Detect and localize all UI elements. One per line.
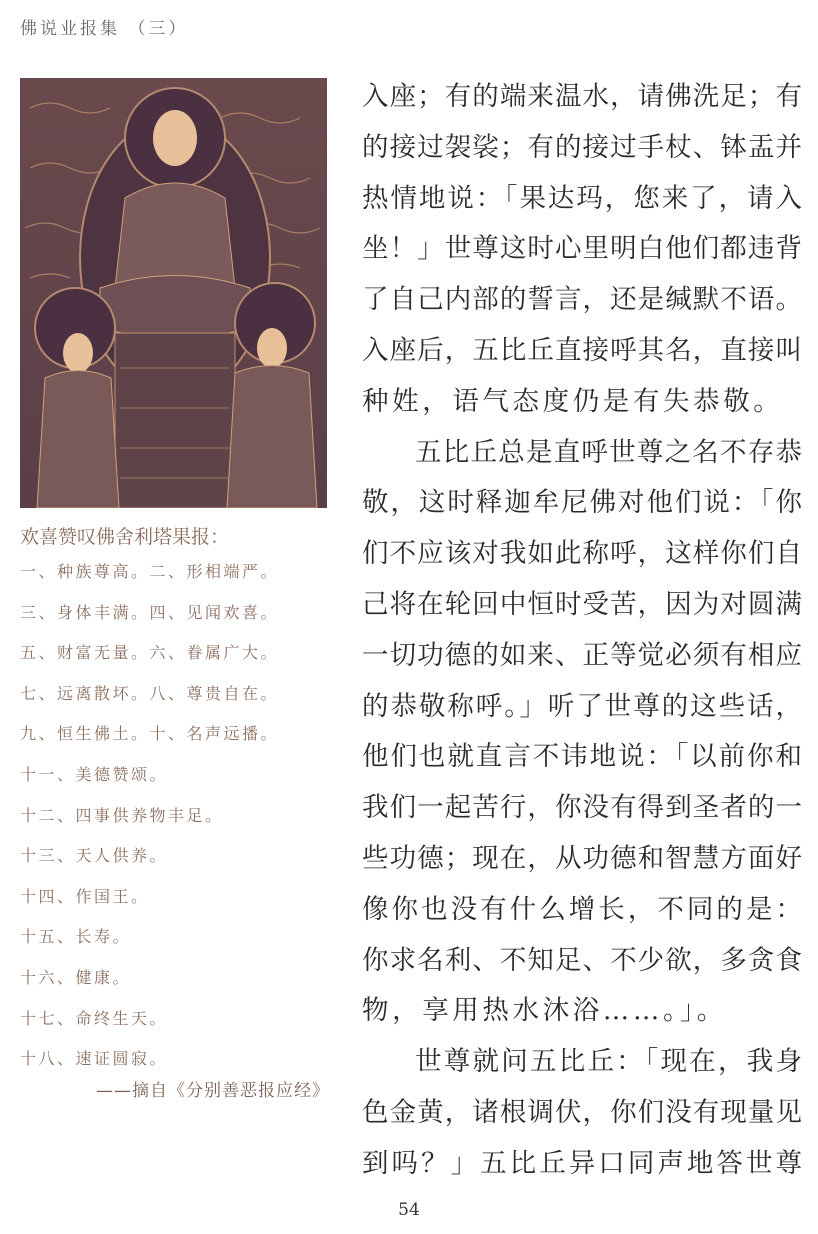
text-line: 色金黄，诸根调伏，你们没有现量见 (362, 1096, 802, 1128)
text-line: 我们一起苦行，你没有得到圣者的一 (362, 792, 802, 824)
text-line: 世尊就问五比丘：「现在，我身 (415, 1046, 802, 1078)
caption-item: 十七、命终生天。 (20, 1008, 169, 1028)
text-line: 的接过袈裟；有的接过手杖、钵盂并 (362, 131, 802, 163)
page-number: 54 (398, 1200, 420, 1220)
caption-title: 欢喜赞叹佛舍利塔果报： (20, 526, 230, 548)
text-line: 像你也没有什么增长，不同的是： (362, 893, 802, 925)
caption-item: 九、恒生佛土。十、名声远播。 (20, 724, 280, 744)
merit-caption (20, 522, 340, 1106)
caption-item: 十八、速证圆寂。 (20, 1049, 169, 1069)
text-line: 的恭敬称呼。」听了世尊的这些话， (362, 690, 802, 722)
text-line: 热情地说：「果达玛，您来了，请入 (362, 182, 802, 214)
caption-item: 七、远离散坏。八、尊贵自在。 (20, 683, 280, 703)
body-text (362, 72, 802, 1190)
text-line: 一切功德的如来、正等觉必须有相应 (362, 639, 802, 671)
text-line: 五比丘总是直呼世尊之名不存恭 (415, 436, 802, 468)
caption-item: 十四、作国王。 (20, 886, 150, 906)
text-line: 种姓，语气态度仍是有失恭敬。 (362, 385, 784, 417)
text-line: 己将在轮回中恒时受苦，因为对圆满 (362, 588, 802, 620)
caption-item: 十二、四事供养物丰足。 (20, 805, 224, 825)
caption-item: 一、种族尊高。二、形相端严。 (20, 562, 280, 581)
caption-item: 三、身体丰满。四、见闻欢喜。 (20, 602, 280, 622)
running-header: 佛说业报集 （三） (20, 19, 189, 39)
text-line: 到吗？」五比丘异口同声地答世尊 (362, 1147, 802, 1179)
text-line: 入座；有的端来温水，请佛洗足；有 (362, 81, 802, 112)
text-line: 些功德；现在，从功德和智慧方面好 (362, 842, 802, 874)
text-line: 他们也就直言不讳地说：「以前你和 (362, 741, 802, 773)
text-line: 坐！」世尊这时心里明白他们都违背 (362, 233, 802, 265)
caption-item: 十五、长寿。 (20, 927, 132, 947)
caption-item: 五、财富无量。六、眷属广大。 (20, 643, 280, 663)
text-line: 你求名利、不知足、不少欲，多贪食 (362, 944, 802, 976)
text-line: 入座后，五比丘直接呼其名，直接叫 (362, 334, 802, 366)
caption-item: 十一、美德赞颂。 (20, 764, 169, 784)
caption-item: 十三、天人供养。 (20, 846, 169, 866)
text-line: 敬，这时释迦牟尼佛对他们说：「你 (362, 487, 802, 519)
caption-source: ——摘自《分别善恶报应经》 (96, 1080, 330, 1101)
caption-item: 十六、健康。 (20, 967, 132, 987)
text-line: 们不应该对我如此称呼，这样你们自 (362, 538, 802, 570)
text-line: 物，享用热水沐浴……。」。 (362, 995, 727, 1027)
text-line: 了自己内部的誓言，还是缄默不语。 (362, 284, 802, 316)
buddha-triad-painting (20, 78, 327, 508)
